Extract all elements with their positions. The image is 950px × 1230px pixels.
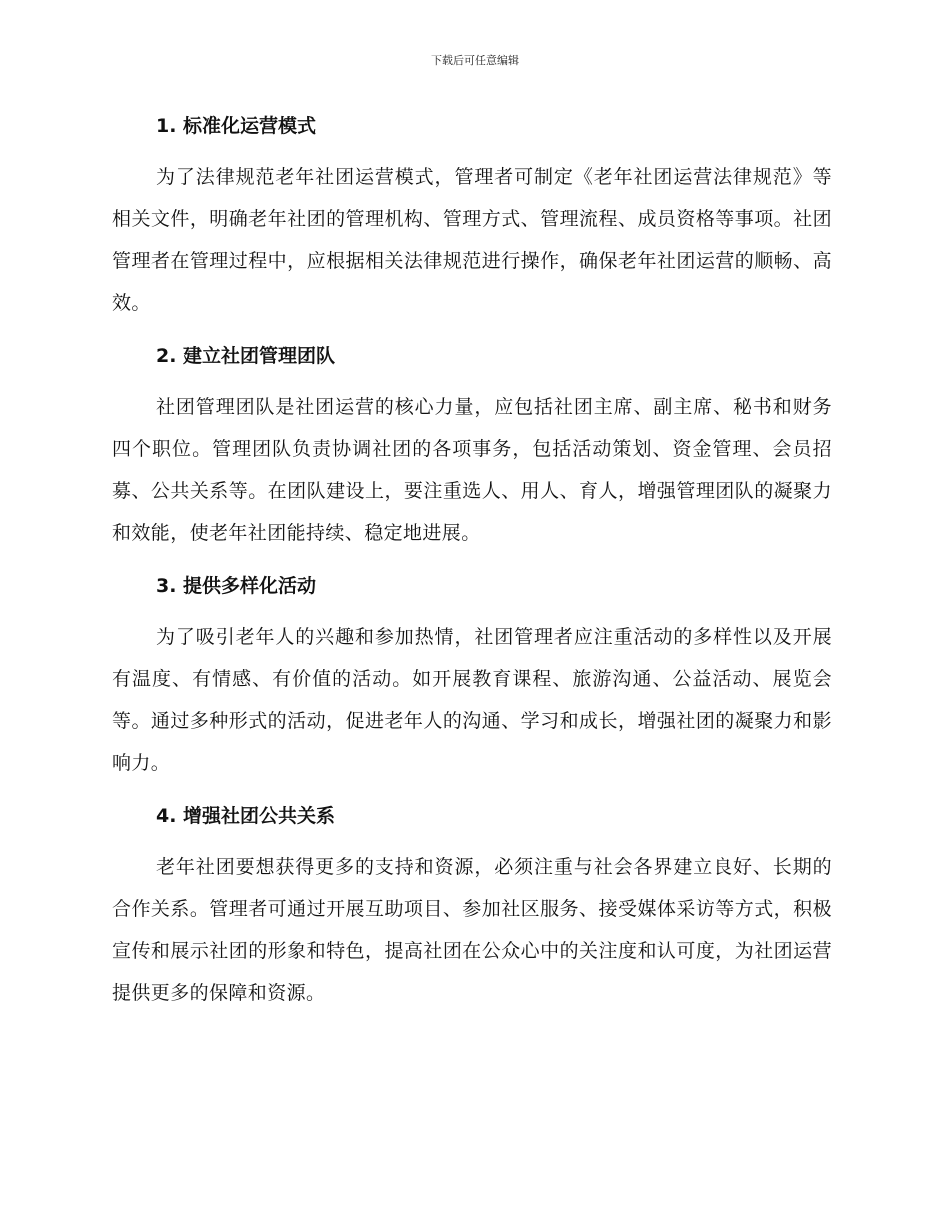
section-heading: 4. 增强社团公共关系 [156, 805, 336, 827]
section-heading: 2. 建立社团管理团队 [156, 345, 336, 367]
header-note: 下载后可任意编辑 [431, 54, 519, 67]
section-public-relations [112, 802, 832, 1014]
section-heading: 3. 提供多样化活动 [156, 575, 317, 597]
section-paragraph: 为了吸引老年人的兴趣和参加热情，社团管理者应注重活动的多样性以及开展有温度、有情感、有价值的活动。如开展教育课程、旅游沟通、公益活动、展览会等。通过多种形式的活动，促进老年人的沟通、学习和成长，增强社团的凝聚力和影响力。 [112, 626, 832, 774]
section-management-team [112, 342, 832, 554]
section-paragraph: 社团管理团队是社团运营的核心力量，应包括社团主席、副主席、秘书和财务四个职位。管理团队负责协调社团的各项事务，包括活动策划、资金管理、会员招募、公共关系等。在团队建设上，要注重选人、用人、育人，增强管理团队的凝聚力和效能，使老年社团能持续、稳定地进展。 [112, 396, 832, 544]
section-diverse-activities [112, 572, 832, 784]
document-body [112, 112, 832, 1032]
section-heading: 1. 标准化运营模式 [156, 115, 317, 137]
section-paragraph: 为了法律规范老年社团运营模式，管理者可制定《老年社团运营法律规范》等相关文件，明确老年社团的管理机构、管理方式、管理流程、成员资格等事项。社团管理者在管理过程中，应根据相关法律规范进行操作，确保老年社团运营的顺畅、高效。 [112, 166, 832, 314]
section-paragraph: 老年社团要想获得更多的支持和资源，必须注重与社会各界建立良好、长期的合作关系。管理者可通过开展互助项目、参加社区服务、接受媒体采访等方式，积极宣传和展示社团的形象和特色，提高社团在公众心中的关注度和认可度，为社团运营提供更多的保障和资源。 [112, 856, 832, 1004]
section-standardized-operation [112, 112, 832, 324]
